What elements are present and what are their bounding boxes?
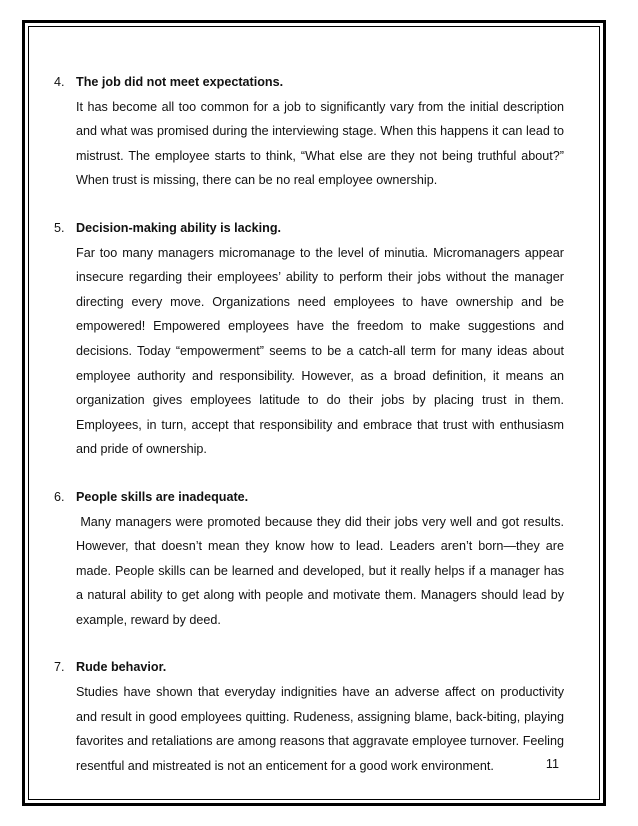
section-number: 7. — [54, 660, 65, 675]
section-heading: Rude behavior. — [76, 660, 167, 675]
section-number: 6. — [54, 489, 65, 504]
section-4 — [54, 70, 564, 193]
section-heading: Decision-making ability is lacking. — [76, 220, 282, 235]
page-number: 11 — [545, 757, 559, 771]
section-heading: The job did not meet expectations. — [76, 75, 284, 89]
section-heading: People skills are inadequate. — [76, 489, 249, 504]
section-paragraph: It has become all too common for a job to significantly vary from the initial description and what was promised during the interviewing stage. When this happens it can lead to mistrust. The employee starts to think, “What else are they not being truthful about?” When trust is missing, there can be no real employee ownership. — [76, 99, 564, 188]
section-paragraph: Studies have shown that everyday indignities have an adverse affect on productivity and result in good employees quitting. Rudeness, assigning blame, back-biting, playing favorites and retaliations are among reasons that aggravate employee turnover. Feeling resentful and mistreated is not an enticement for a good work environment. — [76, 685, 564, 773]
section-paragraph: Many managers were promoted because they did their jobs very well and got results. However, that doesn’t mean they know how to lead. Leaders aren’t born—they are made. People skills can be learned and developed, but it really helps if a manager has a natural ability to get along with people and motivate them. Managers should lead by example, reward by deed. — [76, 514, 568, 627]
section-number: 4. — [54, 75, 65, 89]
section-number: 5. — [54, 220, 65, 235]
document-content — [54, 70, 568, 801]
section-paragraph: Far too many managers micromanage to the level of minutia. Micromanagers appear insecure regarding their employees’ ability to perform their jobs without the manager directing every move. Organizations need employees to have ownership and be empowered! Empowered employees have the freedom to make suggestions and decisions. Today “empowerment” seems to be a catch-all term for many ideas about employee authority and responsibility. However, as a broad definition, it means an organization gives employees latitude to do their jobs by placing trust in them. Employees, in turn, accept that responsibility and embrace that trust with enthusiasm and pride of ownership. — [76, 245, 564, 457]
section-7 — [54, 655, 564, 778]
section-6 — [54, 485, 568, 633]
section-5 — [54, 216, 564, 462]
